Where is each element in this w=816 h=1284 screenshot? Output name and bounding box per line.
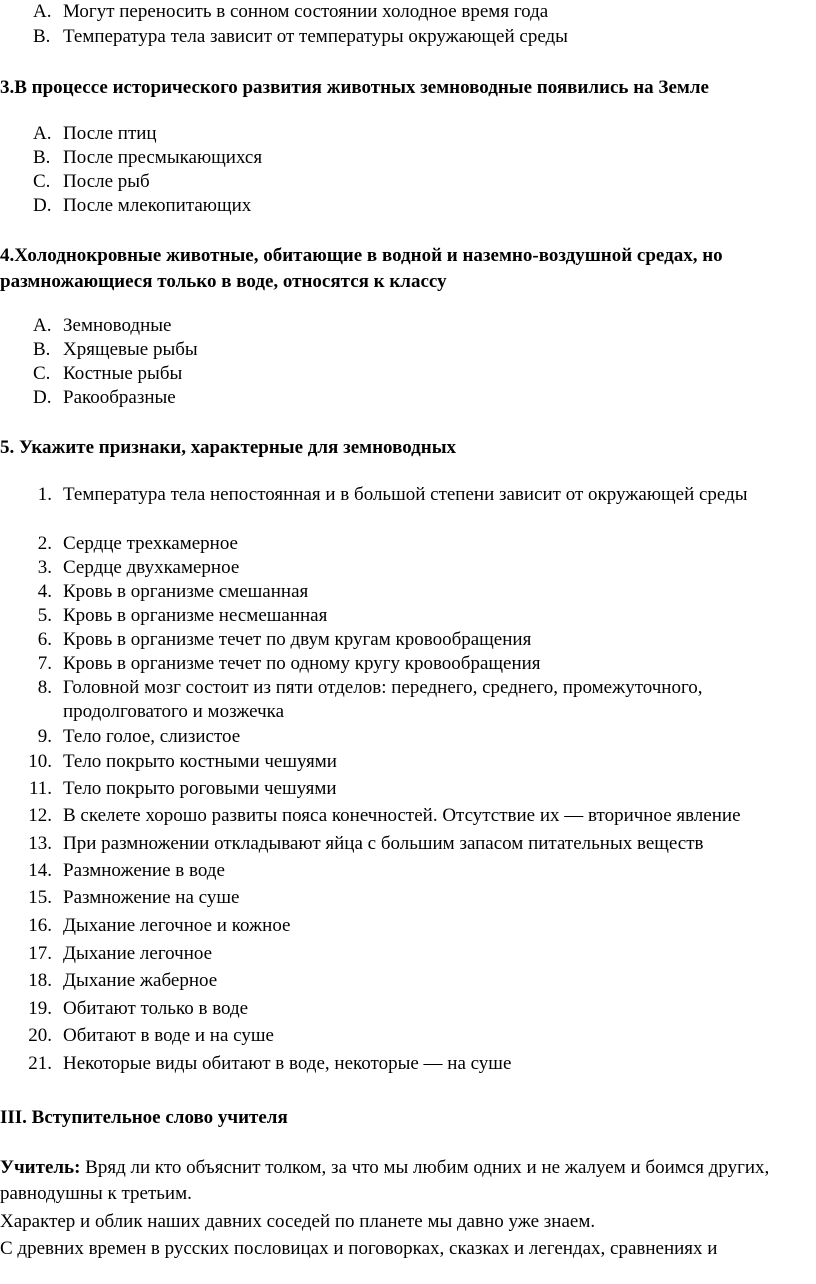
item-text: Сердце трехкамерное xyxy=(63,533,238,554)
question-5: 5. Укажите признаки, характерные для земноводных xyxy=(0,437,457,458)
item-text: Размножение в воде xyxy=(63,860,225,881)
item-number: 1. xyxy=(37,484,52,505)
item-text: Обитают только в воде xyxy=(63,998,249,1019)
item-number: 7. xyxy=(37,653,52,674)
item-number: 9. xyxy=(37,726,52,747)
item-text: Кровь в организме смешанная xyxy=(63,581,309,602)
item-number: 15. xyxy=(28,887,52,908)
item-text: Обитают в воде и на суше xyxy=(63,1025,274,1046)
item-number: 6. xyxy=(37,629,52,650)
item-text: В скелете хорошо развиты пояса конечностей. Отсутствие их — вторичное явление xyxy=(63,805,741,826)
item-number: 16. xyxy=(28,915,52,936)
option-label: A. xyxy=(33,1,52,22)
option-label: C. xyxy=(33,171,51,192)
question-4: 4.Холоднокровные животные, обитающие в водной и наземно-воздушной средах, но размножающиеся только в воде, относятся к классу xyxy=(0,245,723,292)
item-text: Кровь в организме несмешанная xyxy=(63,605,328,626)
item-number: 2. xyxy=(37,533,52,554)
option-text: Ракообразные xyxy=(63,387,176,408)
option-label: B. xyxy=(33,339,51,360)
item-number: 3. xyxy=(37,557,52,578)
item-text: Температура тела непостоянная и в большой степени зависит от окружающей среды xyxy=(63,484,748,505)
paragraph: Характер и облик наших давних соседей по планете мы давно уже знаем. xyxy=(0,1211,596,1232)
option-label: A. xyxy=(33,315,52,336)
item-text: Дыхание легочное xyxy=(63,943,213,964)
item-text: Размножение на суше xyxy=(63,887,240,908)
item-text: При размножении откладывают яйца с большим запасом питательных веществ xyxy=(63,833,704,854)
option-text: Хрящевые рыбы xyxy=(63,339,198,360)
item-text: Тело покрыто роговыми чешуями xyxy=(63,778,337,799)
paragraph: С древних времен в русских пословицах и поговорках, сказках и легендах, сравнениях и xyxy=(0,1238,718,1259)
item-number: 17. xyxy=(28,943,52,964)
option-text: Могут переносить в сонном состоянии холодное время года xyxy=(63,1,549,22)
item-number: 18. xyxy=(28,970,52,991)
option-label: B. xyxy=(33,147,51,168)
teacher-paragraph xyxy=(0,1155,812,1207)
option-label: C. xyxy=(33,363,51,384)
item-number: 14. xyxy=(28,860,52,881)
option-text: После пресмыкающихся xyxy=(63,147,263,168)
paragraph-text: Вряд ли кто объяснит толком, за что мы любим одних и не жалуем и боимся других, равнодушны к третьим. xyxy=(0,1157,770,1204)
question-3: 3.В процессе исторического развития животных земноводные появились на Земле xyxy=(0,77,709,98)
item-text: Дыхание легочное и кожное xyxy=(63,915,291,936)
item-text: Кровь в организме течет по одному кругу кровообращения xyxy=(63,653,541,674)
item-text: Головной мозг состоит из пяти отделов: переднего, среднего, промежуточного, продолговатого и мозжечка xyxy=(63,677,703,722)
item-text: Дыхание жаберное xyxy=(63,970,218,991)
item-text: Тело голое, слизистое xyxy=(63,726,241,747)
section-heading: III. Вступительное слово учителя xyxy=(0,1107,288,1128)
option-text: После птиц xyxy=(63,123,157,144)
item-text: Тело покрыто костными чешуями xyxy=(63,751,337,772)
option-text: Температура тела зависит от температуры окружающей среды xyxy=(63,26,568,47)
item-text: Сердце двухкамерное xyxy=(63,557,240,578)
item-text: Некоторые виды обитают в воде, некоторые — на суше xyxy=(63,1053,512,1074)
item-number: 11. xyxy=(28,778,52,799)
item-number: 5. xyxy=(37,605,52,626)
option-label: D. xyxy=(33,195,52,216)
item-number: 12. xyxy=(28,805,52,826)
option-text: После млекопитающих xyxy=(63,195,252,216)
speaker-label: Учитель: xyxy=(0,1157,81,1178)
option-text: Земноводные xyxy=(63,315,172,336)
item-text: Кровь в организме течет по двум кругам кровообращения xyxy=(63,629,532,650)
option-text: После рыб xyxy=(63,171,150,192)
item-number: 10. xyxy=(28,751,52,772)
option-label: D. xyxy=(33,387,52,408)
option-label: B. xyxy=(33,26,51,47)
item-number: 4. xyxy=(37,581,52,602)
item-number: 19. xyxy=(28,998,52,1019)
item-number: 20. xyxy=(28,1025,52,1046)
option-text: Костные рыбы xyxy=(63,363,183,384)
item-number: 21. xyxy=(28,1053,52,1074)
option-label: A. xyxy=(33,123,52,144)
item-number: 13. xyxy=(28,833,52,854)
item-number: 8. xyxy=(37,677,52,698)
